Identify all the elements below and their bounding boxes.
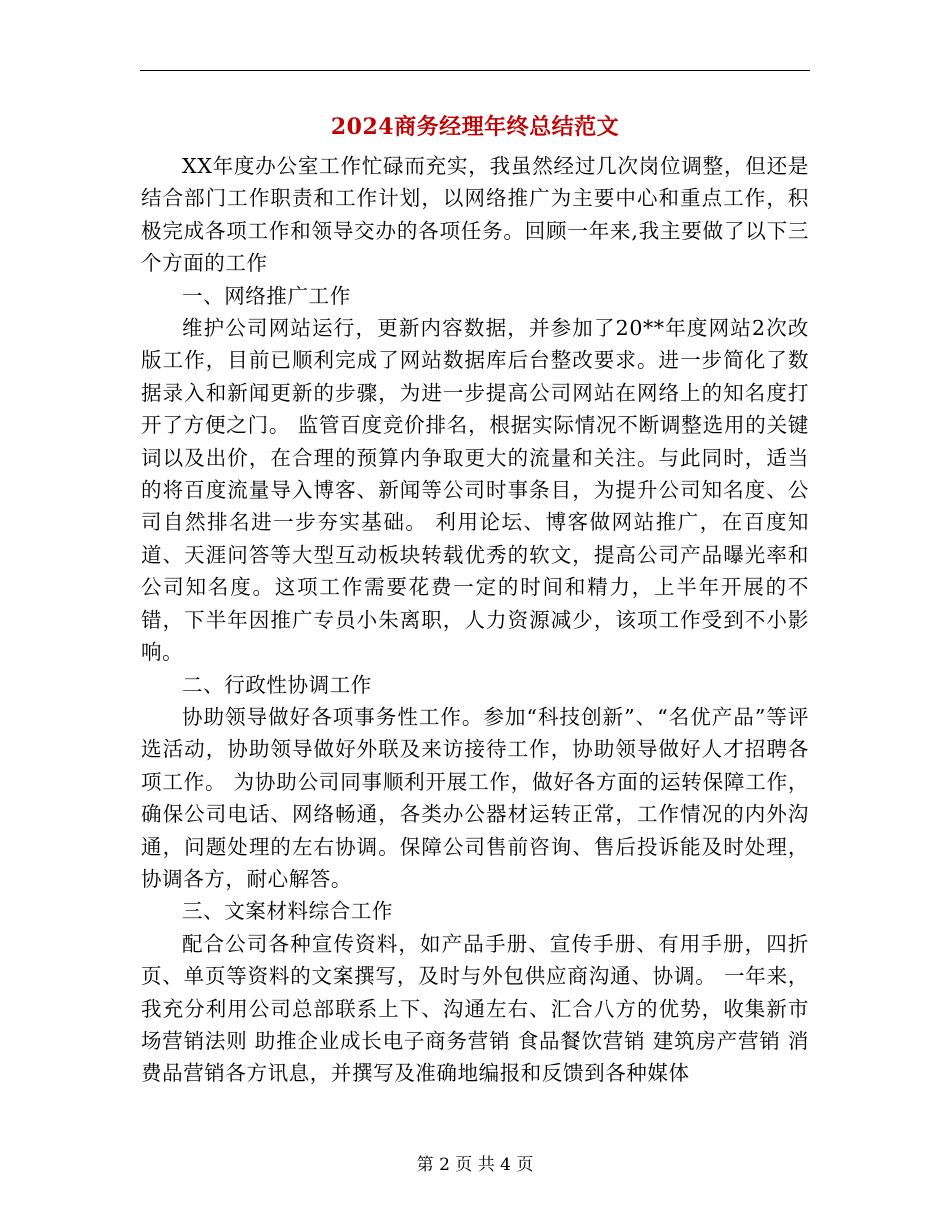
network-promotion-paragraph: 维护公司网站运行，更新内容数据，并参加了20**年度网站2次改版工作，目前已顺利完成了网站数据库后台整改要求。进一步简化了数据录入和新闻更新的步骤，为进一步提高公司网站在网络上的知名度打开了方便之门。 监管百度竞价排名，根据实际情况不断调整选用的关键词以及出价，在合理的预算内争取更大的流量和关注。与此同时，适当的将百度流量导入博客、新闻等公司时事条目，为提升公司知名度、公司自然排名进一步夯实基础。 利用论坛、博客做网站推广，在百度知道、天涯问答等大型互动板块转载优秀的软文，提高公司产品曝光率和公司知名度。这项工作需要花费一定的时间和精力，上半年开展的不错，下半年因推广专员小朱离职，人力资源减少，该项工作受到不小影响。 bbox=[141, 316, 809, 665]
section-heading-network-promotion: 一、网络推广工作 bbox=[182, 283, 351, 308]
admin-coordination-paragraph: 协助领导做好各项事务性工作。参加“科技创新”、“名优产品”等评选活动，协助领导做好外联及来访接待工作，协助领导做好人才招聘各项工作。 为协助公司同事顺利开展工作，做好各方面的运转保障工作，确保公司电话、网络畅通，各类办公器材运转正常，工作情况的内外沟通，问题处理的左右协调。保障公司售前咨询、售后投诉能及时处理，协调各方，耐心解答。 bbox=[141, 704, 809, 891]
section-heading-admin-coordination: 二、行政性协调工作 bbox=[182, 672, 372, 697]
document-title: 2024商务经理年终总结范文 bbox=[330, 114, 620, 140]
header-rule bbox=[140, 70, 810, 71]
section-heading-copywriting: 三、文案材料综合工作 bbox=[182, 899, 393, 924]
page-number: 第 2 页 共 4 页 bbox=[416, 1155, 534, 1175]
intro-paragraph: XX年度办公室工作忙碌而充实，我虽然经过几次岗位调整，但还是结合部门工作职责和工作计划，以网络推广为主要中心和重点工作，积极完成各项工作和领导交办的各项任务。回顾一年来,我主要做了以下三个方面的工作 bbox=[141, 154, 809, 276]
document-body bbox=[141, 150, 809, 1090]
copywriting-paragraph: 配合公司各种宣传资料，如产品手册、宣传手册、有用手册，四折页、单页等资料的文案撰写，及时与外包供应商沟通、协调。 一年来，我充分利用公司总部联系上下、沟通左右、汇合八方的优势，收集新市场营销法则 助推企业成长电子商务营销 食品餐饮营销 建筑房产营销 消费品营销各方讯息，并撰写及准确地编报和反馈到各种媒体 bbox=[141, 931, 809, 1086]
